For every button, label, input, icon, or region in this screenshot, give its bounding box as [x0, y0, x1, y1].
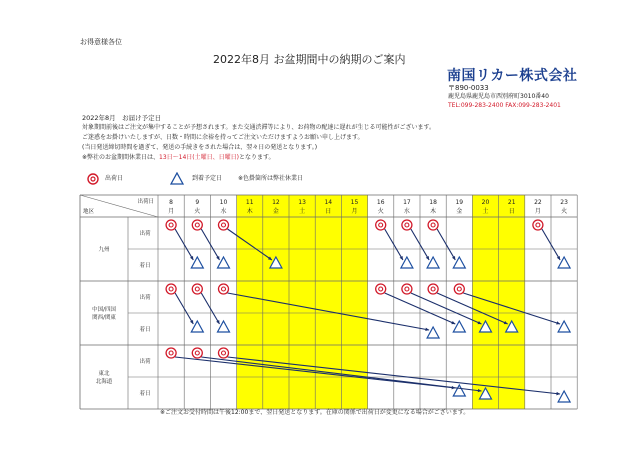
day-weekday-label: 木 [430, 208, 437, 215]
ship-row-label: 出荷 [139, 231, 151, 237]
arrive-date-marker [427, 327, 439, 338]
notice-line: 対象期間前後はご注文が集中することが予想されます。また交通渋滞等により、お荷物の配達に遅れが生じる可能性がございます。 [82, 124, 436, 131]
ship-date-marker [166, 284, 176, 294]
day-weekday-label: 月 [534, 208, 541, 215]
day-weekday-label: 日 [508, 208, 515, 215]
notice-heading: 2022年8月 お届け予定日 [82, 114, 162, 122]
day-weekday-label: 月 [351, 208, 358, 215]
ship-date-marker [192, 220, 202, 230]
route-arrowhead [556, 321, 560, 324]
arrive-row-label: 着日 [139, 391, 151, 397]
day-date-label: 23 [560, 199, 568, 206]
notice-holiday-dates: 13日～14日(土曜日、日曜日) [159, 154, 239, 161]
legend-arrive-label: 到着予定日 [192, 175, 223, 182]
recipient-line: お得意様各位 [80, 38, 122, 46]
day-date-label: 15 [350, 199, 359, 206]
day-date-label: 12 [272, 199, 280, 206]
company-address: 鹿児島県鹿児島市西別府町3010番40 [448, 93, 549, 100]
day-weekday-label: 金 [272, 208, 279, 215]
ship-date-marker [428, 220, 438, 230]
ship-date-marker [428, 284, 438, 294]
day-weekday-label: 土 [299, 208, 306, 215]
day-weekday-label: 水 [403, 208, 410, 215]
ship-date-marker [376, 284, 386, 294]
day-weekday-label: 月 [168, 208, 175, 215]
arrive-date-marker [558, 321, 570, 332]
ship-date-marker [192, 284, 202, 294]
legend-holiday-note: ※色掛箇所は弊社休業日 [238, 175, 304, 182]
ship-date-marker [219, 220, 229, 230]
day-weekday-label: 火 [561, 208, 568, 215]
ship-date-marker [454, 284, 464, 294]
ship-date-marker [166, 220, 176, 230]
region-name: 北海道 [95, 379, 113, 385]
notice-holiday-suffix: となります。 [238, 154, 275, 161]
day-weekday-label: 火 [194, 208, 201, 215]
corner-region-label: 地区 [83, 209, 95, 215]
ship-date-marker [402, 284, 412, 294]
postal-code: 〒890-0033 [448, 84, 489, 92]
region-name: 中国/四国 [92, 307, 116, 313]
day-weekday-label: 金 [456, 208, 463, 215]
ship-date-marker [376, 220, 386, 230]
ship-row-label: 出荷 [139, 359, 151, 365]
legend-ship-label: 出荷日 [105, 175, 124, 182]
notice-holiday-prefix: ※弊社のお盆期間休業日は、 [82, 154, 160, 161]
day-weekday-label: 土 [482, 208, 489, 215]
day-date-label: 21 [507, 199, 516, 206]
day-date-label: 17 [403, 199, 411, 206]
page-title: 2022年8月 お盆期間中の納期のご案内 [213, 53, 406, 66]
notice-line: ご迷惑をお掛けいたしますが、日数・時間に余裕を持ってご注文いただけますようお願い申し上げます。 [82, 134, 364, 141]
day-date-label: 22 [534, 199, 542, 206]
day-date-label: 10 [219, 199, 228, 206]
arrive-row-label: 着日 [139, 327, 151, 333]
ship-date-marker [402, 220, 412, 230]
ship-row-label: 出荷 [139, 295, 151, 301]
day-date-label: 11 [245, 199, 254, 206]
day-date-label: 8 [169, 199, 174, 206]
company-tel-fax: TEL:099-283-2400 FAX:099-283-2401 [448, 102, 561, 109]
footer-note: ※ご注文お受付時間は午後12:00まで、翌日発送となります。在庫の関係で出荷日が変更になる場合がございます。 [160, 409, 470, 416]
day-date-label: 20 [481, 199, 490, 206]
region-name: 九州 [98, 247, 110, 253]
arrive-date-marker [558, 391, 570, 402]
region-name: 関西/関東 [92, 315, 116, 321]
company-name: 南国リカー株式会社 [447, 68, 578, 84]
arrive-row-label: 着日 [139, 263, 151, 269]
day-date-label: 14 [324, 199, 333, 206]
day-date-label: 9 [195, 199, 200, 206]
day-weekday-label: 木 [246, 208, 253, 215]
day-weekday-label: 火 [377, 208, 384, 215]
day-date-label: 16 [376, 199, 385, 206]
arrive-date-marker [453, 321, 465, 332]
day-date-label: 13 [298, 199, 306, 206]
arrive-date-marker [453, 385, 465, 396]
ship-date-marker [219, 284, 229, 294]
day-weekday-label: 水 [220, 208, 227, 215]
day-weekday-label: 日 [325, 208, 332, 215]
ship-date-marker [219, 348, 229, 358]
ship-date-marker [192, 348, 202, 358]
ship-date-marker [166, 348, 176, 358]
notice-line: (当日発送締切時間を過ぎて、発送の手続きをされた場合は、翌々日の発送となります。) [82, 144, 318, 151]
day-date-label: 19 [455, 199, 464, 206]
corner-ship-label: 出荷日 [137, 199, 154, 205]
ship-date-marker [533, 220, 543, 230]
day-date-label: 18 [429, 199, 437, 206]
region-name: 東北 [98, 371, 110, 377]
